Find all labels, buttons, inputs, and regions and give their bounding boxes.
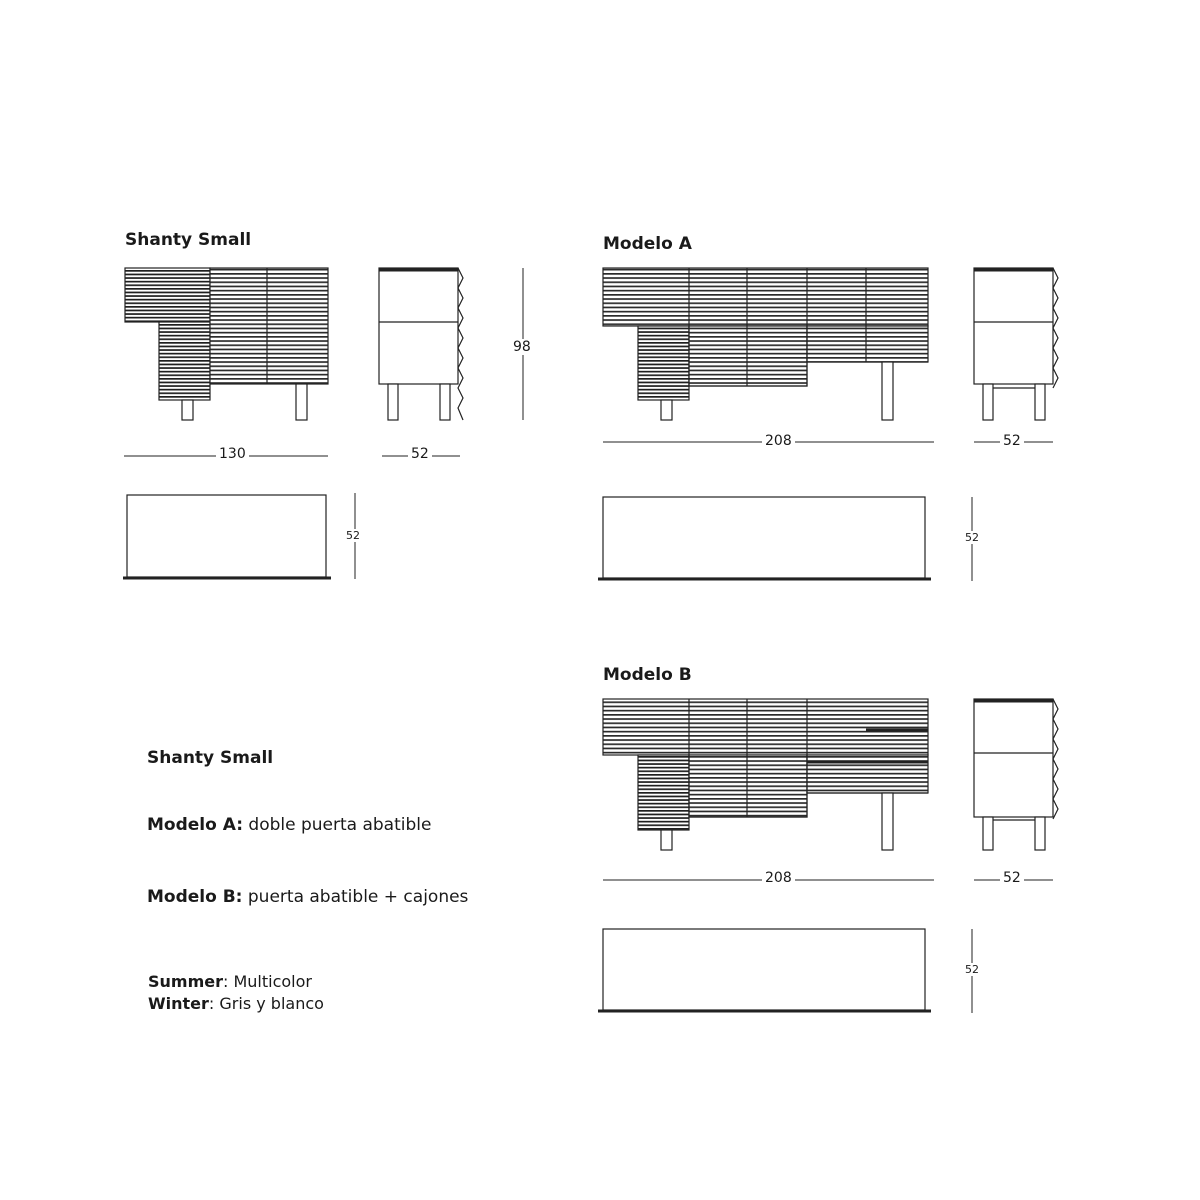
modelo-a-plan-view	[598, 497, 972, 581]
modelo-a-side-view	[974, 268, 1058, 420]
modelo-b-width-label: 208	[762, 870, 795, 886]
shanty-small-title: Shanty Small	[125, 230, 252, 250]
finishes-legend	[148, 971, 324, 1015]
modelo-b-description	[147, 887, 468, 907]
small-depth-label: 52	[408, 446, 432, 462]
modelo-a-title: Modelo A	[603, 234, 692, 254]
modelo-b-desc-label: Modelo B:	[147, 887, 243, 907]
modelo-a-description	[147, 815, 431, 835]
modelo-a-desc-label: Modelo A:	[147, 815, 243, 835]
small-height-label: 98	[510, 339, 534, 355]
modelo-a-plan-depth-label: 52	[962, 531, 982, 544]
winter-label: Winter	[148, 994, 209, 1013]
modelo-b-front-view	[603, 699, 928, 850]
modelo-b-desc-text: puerta abatible + cajones	[247, 887, 469, 907]
modelo-b-depth-label: 52	[1000, 870, 1024, 886]
summer-finish	[148, 971, 324, 993]
winter-text: : Gris y blanco	[208, 994, 324, 1013]
small-plan-view	[123, 493, 355, 579]
modelo-a-desc-text: doble puerta abatible	[248, 815, 432, 835]
modelo-a-depth-label: 52	[1000, 433, 1024, 449]
modelo-b-title: Modelo B	[603, 665, 692, 685]
modelo-a-front-view	[603, 268, 928, 420]
summer-text: : Multicolor	[223, 972, 312, 991]
small-front-view	[125, 268, 328, 420]
modelo-b-plan-view	[598, 929, 972, 1013]
small-width-label: 130	[216, 446, 249, 462]
modelo-a-width-label: 208	[762, 433, 795, 449]
modelo-b-plan-depth-label: 52	[962, 963, 982, 976]
winter-finish	[148, 993, 324, 1015]
summer-label: Summer	[148, 972, 223, 991]
description-heading: Shanty Small	[147, 748, 274, 768]
small-plan-depth-label: 52	[343, 529, 363, 542]
small-side-view	[379, 268, 463, 420]
modelo-b-side-view	[974, 699, 1058, 850]
